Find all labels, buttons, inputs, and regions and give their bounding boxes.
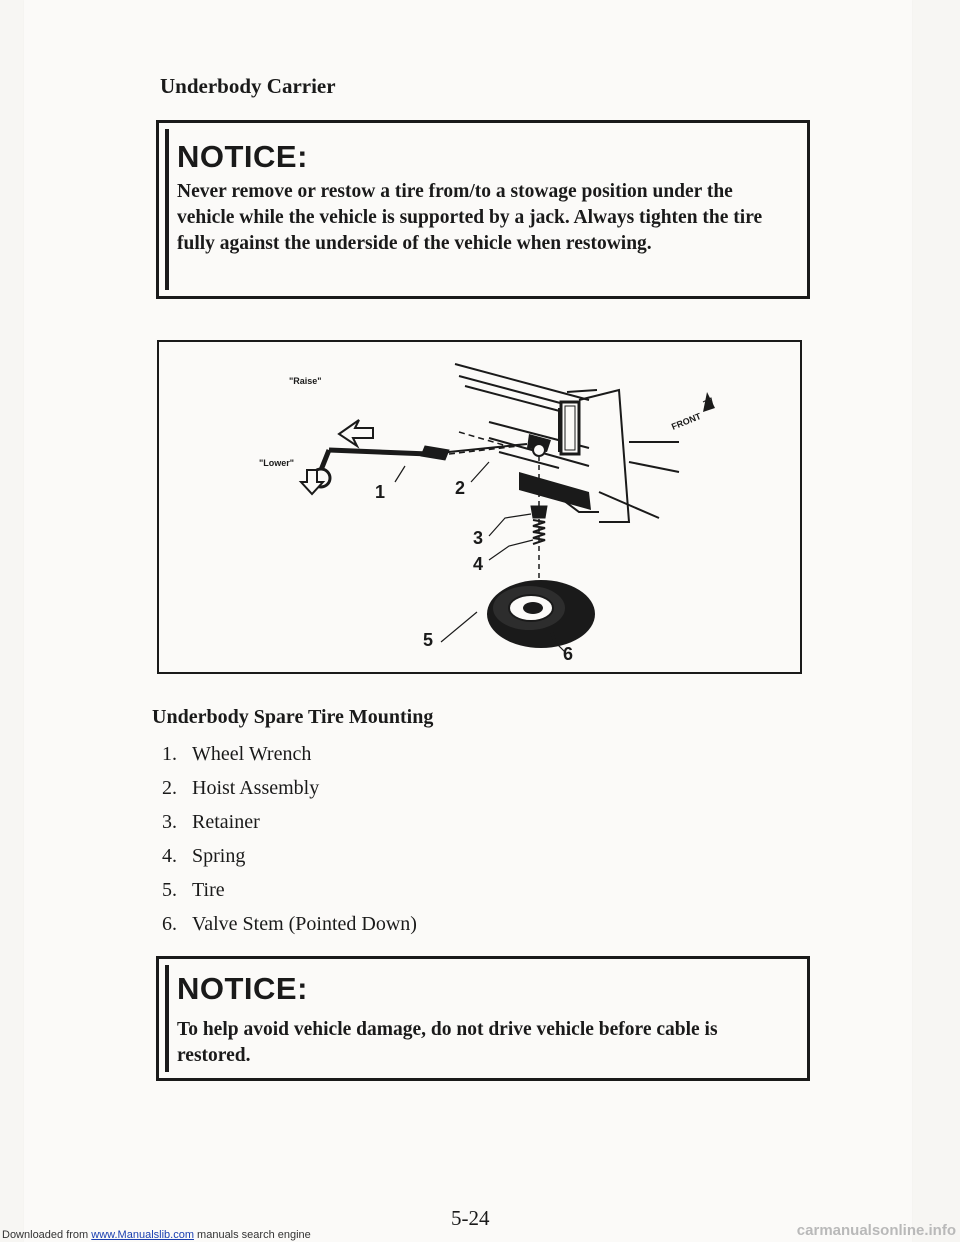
list-item: 1. Wheel Wrench	[162, 743, 312, 765]
list-item: 3. Retainer	[162, 811, 260, 833]
spare-tire-figure	[157, 340, 802, 674]
notice-heading: NOTICE:	[177, 139, 308, 174]
callout-1: 1	[375, 482, 386, 502]
notice-bar	[165, 129, 169, 290]
section-title: Underbody Carrier	[160, 74, 336, 98]
download-footer: Downloaded from www.Manualslib.com manuals search engine	[2, 1229, 311, 1241]
list-item: 4. Spring	[162, 845, 246, 867]
watermark: carmanualsonline.info	[796, 1222, 956, 1239]
callout-2: 2	[455, 478, 466, 498]
bumper	[519, 472, 591, 510]
callout-6: 6	[563, 644, 574, 664]
notice-bar	[165, 965, 169, 1072]
notice-heading: NOTICE:	[177, 971, 308, 1006]
callout-4: 4	[473, 554, 484, 574]
lower-label: "Lower"	[259, 458, 295, 468]
raise-label: "Raise"	[289, 376, 322, 386]
notice-box-top	[156, 120, 810, 299]
list-item: 6. Valve Stem (Pointed Down)	[162, 913, 417, 935]
notice-text: Never remove or restow a tire from/to a stowage position under the vehicle while the vehicle is supported by a jack. Always tighten the tire fully against the underside of the vehicle when restowing.	[177, 181, 763, 254]
spare-tire	[487, 580, 595, 648]
callout-3: 3	[473, 528, 484, 548]
front-label: FRONT	[670, 410, 703, 432]
retainer	[531, 506, 547, 518]
page-number: 5-24	[451, 1206, 490, 1230]
raise-arrow-icon	[339, 420, 373, 446]
figure-caption: Underbody Spare Tire Mounting	[152, 706, 434, 728]
parts-list	[162, 740, 417, 944]
list-item: 2. Hoist Assembly	[162, 777, 320, 799]
front-indicator	[703, 392, 715, 412]
spare-tire-illustration	[159, 342, 800, 672]
notice-box-bottom	[156, 956, 810, 1081]
list-item: 5. Tire	[162, 879, 225, 901]
callout-5: 5	[423, 630, 434, 650]
lower-arrow-icon	[301, 470, 323, 494]
notice-text: To help avoid vehicle damage, do not drive vehicle before cable is restored.	[177, 1019, 718, 1066]
manualslib-link[interactable]: www.Manualslib.com	[91, 1229, 194, 1241]
